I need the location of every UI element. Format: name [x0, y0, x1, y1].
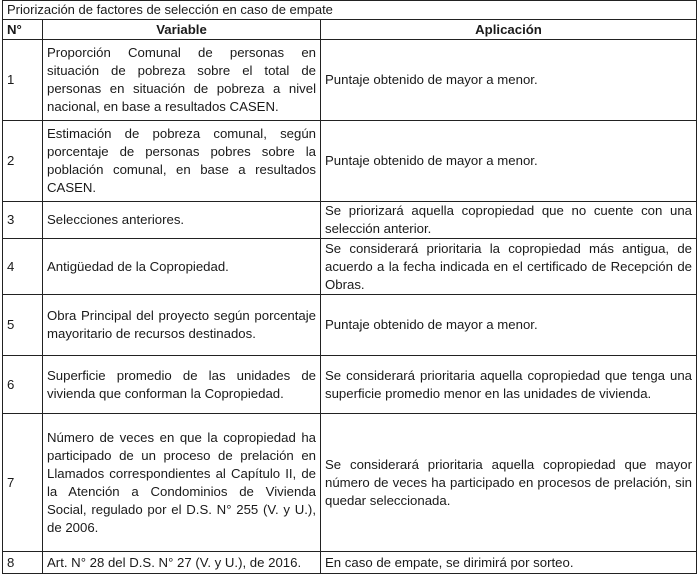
- table-row: [3, 552, 697, 574]
- row-aplicacion: Se considerará prioritaria aquella copropiedad que tenga una superficie promedio menor en las unidades de vivienda.: [321, 356, 697, 414]
- row-number: 8: [3, 552, 43, 574]
- row-variable: Obra Principal del proyecto según porcentaje mayoritario de recursos destinados.: [43, 295, 321, 356]
- table-row: [3, 202, 697, 239]
- table-row: [3, 40, 697, 121]
- row-aplicacion: Puntaje obtenido de mayor a menor.: [321, 40, 697, 121]
- row-variable: Proporción Comunal de personas en situación de pobreza sobre el total de personas en situación de pobreza a nivel nacional, en base a resultados CASEN.: [43, 40, 321, 121]
- header-number: N°: [3, 20, 43, 40]
- row-number: 5: [3, 295, 43, 356]
- row-number: 6: [3, 356, 43, 414]
- table-row: [3, 121, 697, 202]
- header-variable: Variable: [43, 20, 321, 40]
- row-number: 3: [3, 202, 43, 239]
- table-row: [3, 239, 697, 295]
- row-aplicacion: Puntaje obtenido de mayor a menor.: [321, 295, 697, 356]
- row-aplicacion: En caso de empate, se dirimirá por sorteo.: [321, 552, 697, 574]
- row-aplicacion: Se priorizará aquella copropiedad que no cuente con una selección anterior.: [321, 202, 697, 239]
- table-caption-row: [3, 1, 697, 20]
- tiebreak-priority-table: [2, 0, 697, 574]
- row-aplicacion: Se considerará prioritaria aquella copropiedad que mayor número de veces ha participado en procesos de prelación, sin quedar seleccionada.: [321, 414, 697, 552]
- table-row: [3, 295, 697, 356]
- header-aplicacion: Aplicación: [321, 20, 697, 40]
- table-row: [3, 356, 697, 414]
- row-variable: Superficie promedio de las unidades de vivienda que conforman la Copropiedad.: [43, 356, 321, 414]
- row-variable: Antigüedad de la Copropiedad.: [43, 239, 321, 295]
- row-number: 4: [3, 239, 43, 295]
- row-variable: Estimación de pobreza comunal, según porcentaje de personas pobres sobre la población comunal, en base a resultados CASEN.: [43, 121, 321, 202]
- row-number: 2: [3, 121, 43, 202]
- row-variable: Número de veces en que la copropiedad ha participado de un proceso de prelación en Llamados correspondientes al Capítulo II, de la Atención a Condominios de Vivienda Social, regulado por el D.S. N° 255 (V. y U.), de 2006.: [43, 414, 321, 552]
- row-variable: Art. N° 28 del D.S. N° 27 (V. y U.), de 2016.: [43, 552, 321, 574]
- row-aplicacion: Puntaje obtenido de mayor a menor.: [321, 121, 697, 202]
- row-number: 7: [3, 414, 43, 552]
- table-caption: Priorización de factores de selección en caso de empate: [3, 1, 697, 20]
- row-number: 1: [3, 40, 43, 121]
- table-header-row: [3, 20, 697, 40]
- table-row: [3, 414, 697, 552]
- row-variable: Selecciones anteriores.: [43, 202, 321, 239]
- row-aplicacion: Se considerará prioritaria la copropiedad más antigua, de acuerdo a la fecha indicada en el certificado de Recepción de Obras.: [321, 239, 697, 295]
